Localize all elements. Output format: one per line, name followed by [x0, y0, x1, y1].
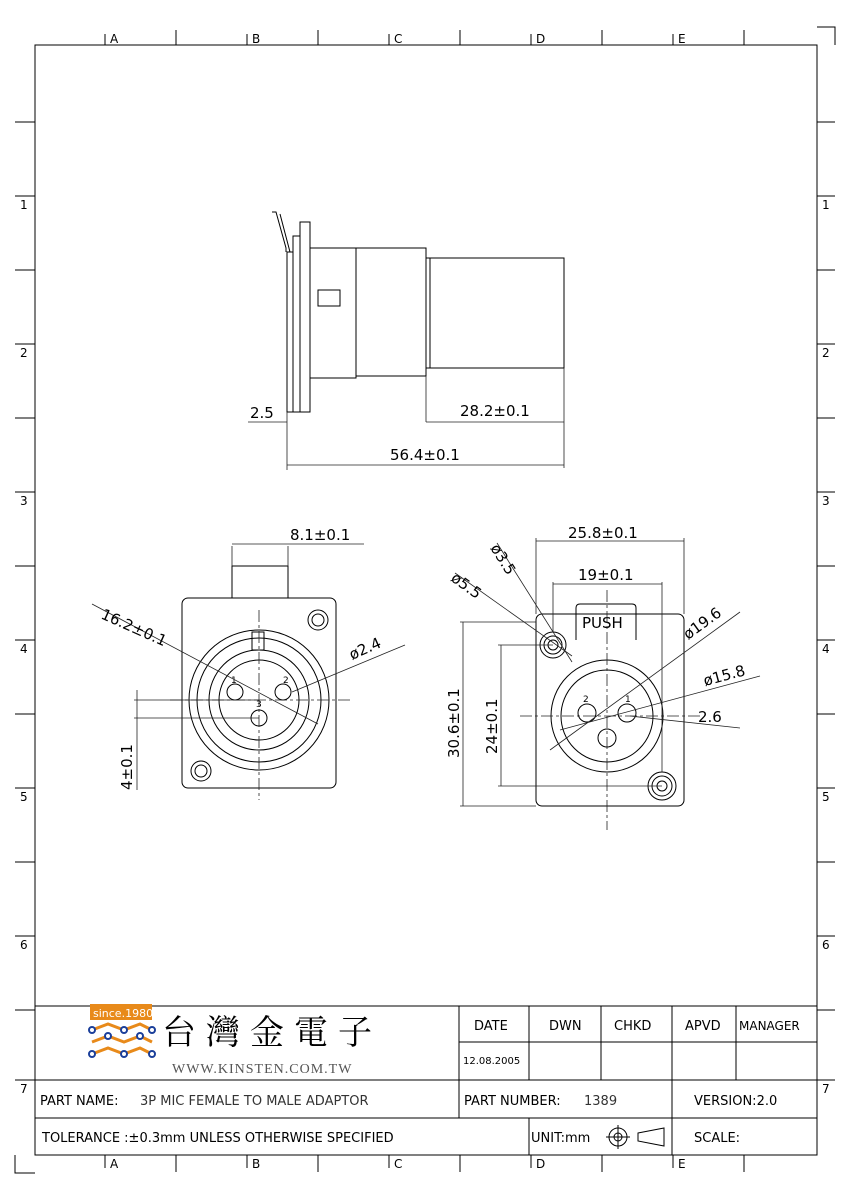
pin-label-2: 2	[283, 676, 289, 686]
col-label-e: E	[678, 32, 686, 46]
header-manager: MANAGER	[739, 1019, 800, 1033]
row-label-3: 3	[20, 494, 28, 508]
dim-ring-outer: ø19.6	[679, 603, 725, 644]
col-label-c-bottom: C	[394, 1157, 403, 1171]
row-label-1-right: 1	[822, 198, 830, 212]
part-number-label: PART NUMBER:	[464, 1094, 561, 1109]
header-date: DATE	[474, 1019, 508, 1034]
part-number-value: 1389	[584, 1094, 618, 1109]
row-label-6-right: 6	[822, 938, 830, 952]
bottom-column-markers	[105, 1155, 744, 1172]
row-label-4-right: 4	[822, 642, 830, 656]
col-label-a-bottom: A	[110, 1157, 119, 1171]
border-frame	[35, 45, 817, 1155]
dim-rear-height: 30.6±0.1	[445, 688, 463, 758]
row-label-1: 1	[20, 198, 28, 212]
part-name-value: 3P MIC FEMALE TO MALE ADAPTOR	[140, 1094, 369, 1109]
col-label-d-bottom: D	[536, 1157, 546, 1171]
header-chkd: CHKD	[614, 1019, 652, 1034]
dim-flange: 2.5	[250, 404, 274, 422]
dim-rear-pin: 2.6	[698, 708, 722, 726]
scale-label: SCALE:	[694, 1131, 741, 1146]
dim-body-length: 28.2±0.1	[460, 402, 530, 420]
header-dwn: DWN	[549, 1019, 582, 1034]
date-value: 12.08.2005	[463, 1056, 521, 1067]
col-label-a: A	[110, 32, 119, 46]
dim-rear-inner: 19±0.1	[578, 566, 634, 584]
row-label-5: 5	[20, 790, 28, 804]
rear-view	[445, 524, 760, 830]
side-view	[248, 212, 564, 470]
rear-pin-label-2: 2	[583, 695, 589, 705]
row-label-4: 4	[20, 642, 28, 656]
row-label-2-right: 2	[822, 346, 830, 360]
dim-pin-offset: 4±0.1	[118, 744, 136, 790]
dim-ring-inner: ø15.8	[701, 661, 748, 690]
rear-pin-label-1: 1	[625, 695, 631, 705]
projection-symbol-icon	[606, 1125, 664, 1149]
dim-rear-height-2: 24±0.1	[483, 698, 501, 754]
dim-total-length: 56.4±0.1	[390, 446, 460, 464]
front-view	[92, 526, 405, 800]
title-block	[35, 1004, 817, 1155]
dim-hole-small: ø3.5	[486, 540, 520, 579]
part-name-label: PART NAME:	[40, 1094, 119, 1109]
col-label-b-bottom: B	[252, 1157, 261, 1171]
since-text: since.1980	[93, 1007, 154, 1020]
row-label-3-right: 3	[822, 494, 830, 508]
col-label-b: B	[252, 32, 261, 46]
dim-hole-large: ø5.5	[447, 568, 485, 603]
company-name: 台灣金電子	[162, 1013, 382, 1053]
header-apvd: APVD	[685, 1019, 721, 1034]
company-website: WWW.KINSTEN.COM.TW	[172, 1062, 353, 1077]
tolerance-label: TOLERANCE :±0.3mm UNLESS OTHERWISE SPECIFIED	[42, 1131, 394, 1146]
pin-label-1: 1	[231, 676, 237, 686]
row-label-6: 6	[20, 938, 28, 952]
dim-tab-width: 8.1±0.1	[290, 526, 351, 544]
row-label-5-right: 5	[822, 790, 830, 804]
logo-chain-icon	[89, 1024, 155, 1057]
dim-pin-diameter: ø2.4	[346, 633, 384, 664]
pin-label-3: 3	[256, 700, 262, 710]
dim-rear-width: 25.8±0.1	[568, 524, 638, 542]
version-label: VERSION:2.0	[694, 1094, 778, 1109]
col-label-c: C	[394, 32, 403, 46]
unit-label: UNIT:mm	[531, 1131, 591, 1146]
row-label-7: 7	[20, 1082, 28, 1096]
push-label: PUSH	[582, 614, 623, 632]
col-label-e-bottom: E	[678, 1157, 686, 1171]
top-column-markers	[35, 30, 817, 46]
row-label-2: 2	[20, 346, 28, 360]
col-label-d: D	[536, 32, 546, 46]
dim-diagonal: 16.2±0.1	[98, 605, 170, 651]
row-label-7-right: 7	[822, 1082, 830, 1096]
